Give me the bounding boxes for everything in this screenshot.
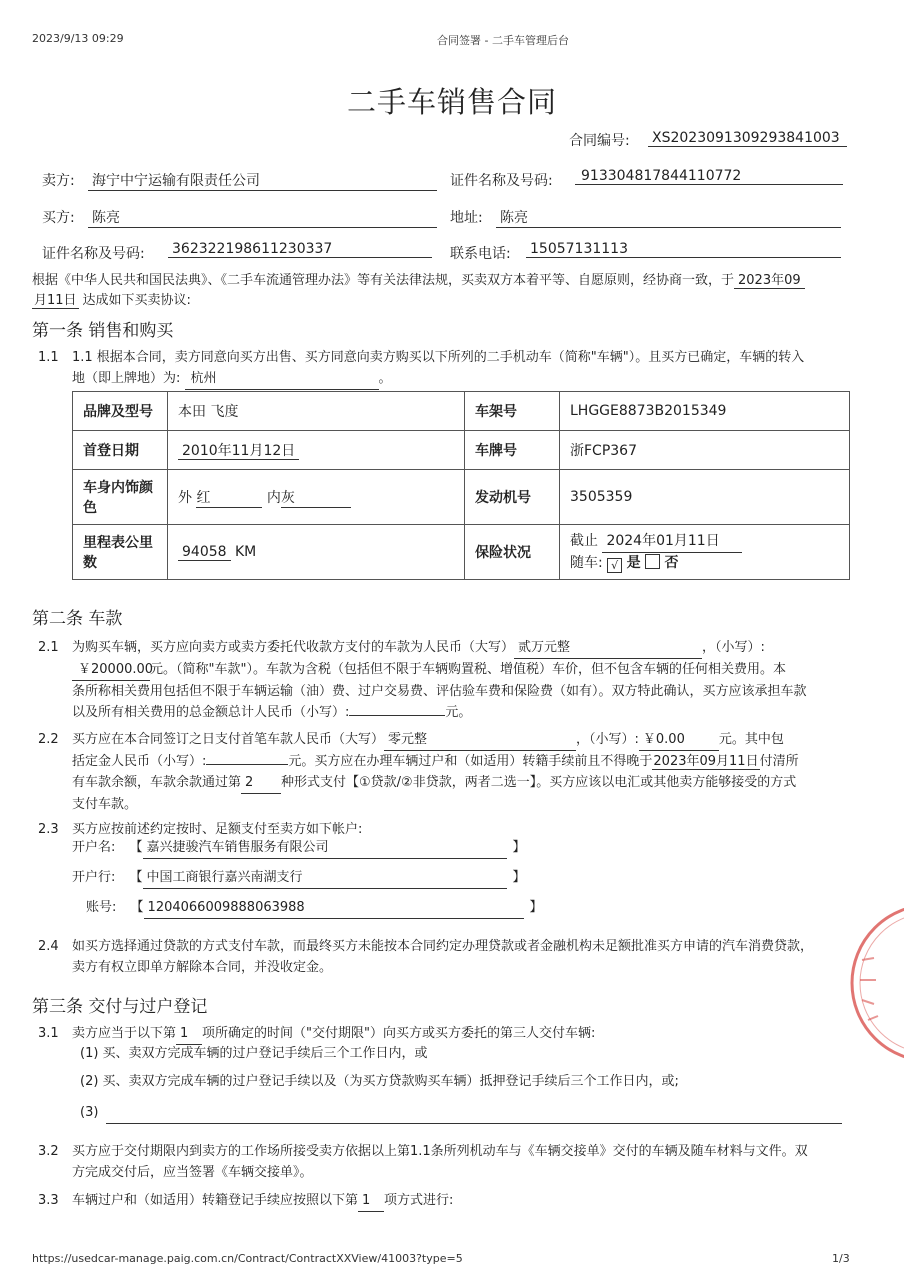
- clause-2-4: [72, 936, 872, 978]
- vin-value: LHGGE8873B2015349: [560, 392, 850, 431]
- transfer-option-no: 1: [358, 1190, 384, 1212]
- clause-text: 元。: [445, 705, 472, 720]
- total-blank: [349, 715, 445, 716]
- clause-text: 括定金人民币（小写）:: [72, 754, 207, 769]
- table-row: [73, 470, 850, 525]
- clause-text: 为购买车辆，买方应向卖方或卖方委托代收款方支付的车款为人民币（大写）: [72, 640, 515, 655]
- clause-1-1-num: 1.1: [38, 350, 59, 365]
- clause-2-2-line-1: [72, 729, 862, 751]
- clause-text: ，（小写）:: [702, 640, 765, 655]
- clause-3-3-line: [72, 1190, 453, 1212]
- reg-date-label: 首登日期: [73, 431, 168, 470]
- article-2-title: 第二条 车款: [32, 609, 123, 629]
- clause-3-2: [72, 1141, 872, 1183]
- account-name: 嘉兴捷骏汽车销售服务有限公司: [143, 837, 507, 859]
- insurance-with-label: 随车:: [570, 554, 603, 571]
- vin-label: 车架号: [465, 392, 560, 431]
- seller-id: 913304817844110772: [575, 168, 843, 185]
- clause-2-2: [72, 729, 862, 815]
- clause-2-1-line-1: [72, 637, 862, 659]
- interior-prefix: 内: [266, 489, 281, 506]
- account-no-row: [86, 897, 543, 919]
- clause-2-1-line-3: 条所称相关费用包括但不限于车辆运输（油）费、过户交易费、评估验车费和保险费（如有）。双方特此确认，买方应该承担车款: [72, 684, 807, 699]
- table-row: [73, 392, 850, 431]
- buyer-id: 362322198611230337: [168, 241, 432, 258]
- clause-text: 元。（简称"车款"）。车款为含税（包括但不限于车辆购置税、增值税）车价，但不包含车辆的任何相关费用。本: [150, 662, 786, 677]
- delivery-option-no: 1: [176, 1023, 202, 1045]
- buyer-phone: 15057131113: [526, 241, 841, 258]
- clause-1-1-end: 。: [378, 371, 392, 386]
- interior-color: 灰: [281, 487, 351, 508]
- bracket-right: 】: [512, 870, 526, 885]
- plate-value: 浙FCP367: [560, 431, 850, 470]
- clause-2-3-num: 2.3: [38, 822, 59, 837]
- print-page-title: 合同签署 - 二手车管理后台: [437, 34, 569, 47]
- clause-text: 项所确定的时间（"交付期限"）向买方或买方委托的第三人交付车辆:: [202, 1026, 596, 1041]
- intro-date-1: 2023年09: [734, 273, 805, 289]
- clause-text: 付清所: [759, 754, 799, 769]
- exterior-color: 红: [196, 487, 262, 508]
- bracket-left: 【: [129, 870, 143, 885]
- clause-2-2-line-2: [72, 751, 862, 772]
- clause-1-1-line-2: [72, 368, 392, 390]
- bracket-right: 】: [529, 900, 543, 915]
- mileage-cell: [168, 525, 465, 580]
- clause-1-1-text: 地（即上牌地）为:: [72, 371, 181, 386]
- bracket-left: 【: [130, 900, 144, 915]
- clause-text: 元。其中包: [718, 732, 784, 747]
- balance-deadline: 2023年09月11日: [653, 754, 759, 769]
- mileage-unit: KM: [235, 544, 257, 560]
- intro-line-1: [32, 270, 872, 291]
- address-label: 地址:: [450, 210, 483, 226]
- article-1-title: 第一条 销售和购买: [32, 321, 174, 341]
- buyer-address: 陈亮: [496, 207, 841, 228]
- option-3-blank: [106, 1102, 842, 1124]
- clause-1-1-line-1: 1.1 根据本合同，卖方同意向买方出售、买方同意向卖方购买以下所列的二手机动车（简称"车辆"）。且买方已确定，车辆的转入: [72, 350, 805, 365]
- bracket-left: 【: [129, 840, 143, 855]
- print-datetime: 2023/9/13 09:29: [32, 32, 124, 45]
- color-cell: [168, 470, 465, 525]
- table-row: [73, 431, 850, 470]
- plate-label: 车牌号: [465, 431, 560, 470]
- mileage-label: 里程表公里数: [73, 525, 168, 580]
- clause-2-4-line-2: 卖方有权立即单方解除本合同，并没收定金。: [72, 960, 333, 975]
- brand-label: 品牌及型号: [73, 392, 168, 431]
- contract-no-label: 合同编号:: [569, 133, 630, 149]
- delivery-option-2: (2) 买、卖双方完成车辆的过户登记手续以及（为买方贷款购买车辆）抵押登记手续后三个工作日内，或;: [80, 1074, 679, 1089]
- engine-value: 3505359: [560, 470, 850, 525]
- reg-date-value: 2010年11月12日: [178, 443, 299, 460]
- intro-line-2: [32, 290, 191, 311]
- insurance-no-label: 否: [664, 554, 679, 571]
- seller-label: 卖方:: [42, 173, 75, 189]
- clause-2-2-line-4: 支付车款。: [72, 797, 138, 812]
- account-name-label: 开户名:: [72, 840, 116, 855]
- seller-name: 海宁中宁运输有限责任公司: [88, 170, 437, 191]
- deposit-blank: [206, 764, 288, 765]
- clause-2-1-num: 2.1: [38, 640, 59, 655]
- account-name-row: [72, 837, 526, 859]
- first-payment-lower: ￥0.00: [639, 729, 719, 751]
- clause-3-2-line-2: 方完成交付后，应当签署《车辆交接单》。: [72, 1165, 313, 1180]
- buyer-name: 陈亮: [88, 207, 437, 228]
- insurance-label: 保险状况: [465, 525, 560, 580]
- reg-date-cell: [168, 431, 465, 470]
- clause-3-1-line-1: [72, 1023, 595, 1045]
- buyer-id-label: 证件名称及号码:: [42, 246, 145, 262]
- bank-row: [72, 867, 526, 889]
- footer-url[interactable]: https://usedcar-manage.paig.com.cn/Contract/ContractXXView/41003?type=5: [32, 1252, 463, 1265]
- clause-text: 项方式进行:: [384, 1193, 454, 1208]
- account-no: 1204066009888063988: [144, 897, 524, 919]
- clause-2-1: [72, 637, 862, 723]
- clause-2-3-text: 买方应按前述约定按时、足额支付至卖方如下帐户:: [72, 822, 363, 837]
- clause-3-1-num: 3.1: [38, 1026, 59, 1041]
- clause-2-2-num: 2.2: [38, 732, 59, 747]
- bank-name: 中国工商银行嘉兴南湖支行: [143, 867, 507, 889]
- phone-label: 联系电话:: [450, 246, 511, 262]
- insurance-yes-checkbox[interactable]: √: [607, 558, 622, 573]
- clause-text: 有车款余额，车款余款通过第: [72, 775, 242, 790]
- mileage-value: 94058: [178, 544, 231, 561]
- payment-method-no: 2: [241, 772, 281, 794]
- delivery-option-1: (1) 买、卖双方完成车辆的过户登记手续后三个工作日内，或: [80, 1046, 428, 1061]
- bank-label: 开户行:: [72, 870, 116, 885]
- engine-label: 发动机号: [465, 470, 560, 525]
- clause-text: 种形式支付【①贷款/②非贷款，两者二选一】。买方应该以电汇或其他卖方能够接受的方式: [281, 775, 797, 790]
- first-payment-upper: 零元整: [384, 729, 576, 751]
- option-3-label: (3): [80, 1105, 99, 1120]
- brand-value: 本田 飞度: [168, 392, 465, 431]
- table-row: [73, 525, 850, 580]
- clause-3-2-line-1: 买方应于交付期限内到卖方的工作场所接受卖方依据以上第1.1条所列机动车与《车辆交接单》交付的车辆及随车材料与文件。双: [72, 1144, 808, 1159]
- price-upper: 贰万元整: [514, 637, 702, 659]
- insurance-until: 2024年01月11日: [602, 531, 742, 553]
- article-3-title: 第三条 交付与过户登记: [32, 997, 208, 1017]
- clause-3-3-num: 3.3: [38, 1193, 59, 1208]
- account-no-label: 账号:: [86, 900, 117, 915]
- clause-3-2-num: 3.2: [38, 1144, 59, 1159]
- clause-text: 买方应在本合同签订之日支付首笔车款人民币（大写）: [72, 732, 385, 747]
- document-title: 二手车销售合同: [346, 85, 557, 119]
- insurance-no-checkbox[interactable]: [645, 554, 660, 569]
- destination-city: 杭州: [185, 368, 379, 390]
- clause-2-2-line-3: [72, 772, 862, 794]
- color-label: 车身内饰颜色: [73, 470, 168, 525]
- insurance-cell: [560, 525, 850, 580]
- seller-id-label: 证件名称及号码:: [450, 173, 553, 189]
- bracket-right: 】: [512, 840, 526, 855]
- clause-text: ，（小写）:: [576, 732, 639, 747]
- price-lower: ￥20000.00: [72, 659, 150, 681]
- delivery-option-3: [80, 1102, 842, 1124]
- clause-text: 车辆过户和（如适用）转籍登记手续应按照以下第: [72, 1193, 359, 1208]
- clause-2-4-line-1: 如买方选择通过贷款的方式支付车款，而最终买方未能按本合同约定办理贷款或者金融机构未足额批准买方申请的汽车消费贷款，: [72, 939, 814, 954]
- clause-2-4-num: 2.4: [38, 939, 59, 954]
- intro-date-2: 月11日: [34, 293, 77, 308]
- clause-2-1-line-4: [72, 702, 862, 723]
- contract-no: XS2023091309293841003: [648, 130, 847, 147]
- company-seal-stamp: [838, 900, 904, 1066]
- exterior-prefix: 外: [178, 489, 192, 506]
- clause-2-1-line-2: [72, 659, 862, 681]
- clause-text: 元。买方应在办理车辆过户和（如适用）转籍手续前且不得晚于: [288, 754, 653, 769]
- clause-text: 以及所有相关费用的总金额总计人民币（小写）:: [72, 705, 350, 720]
- buyer-label: 买方:: [42, 210, 75, 226]
- vehicle-info-table: [72, 391, 850, 580]
- footer-page-number: 1/3: [832, 1252, 850, 1265]
- insurance-until-prefix: 截止: [570, 532, 598, 549]
- clause-text: 卖方应当于以下第: [72, 1026, 177, 1041]
- intro-text: 根据《中华人民共和国民法典》、《二手车流通管理办法》等有关法律法规，买卖双方本着平等、自愿原则，经协商一致，于: [32, 273, 735, 288]
- insurance-yes-label: 是: [626, 554, 641, 571]
- intro-tail: 达成如下买卖协议:: [82, 293, 191, 308]
